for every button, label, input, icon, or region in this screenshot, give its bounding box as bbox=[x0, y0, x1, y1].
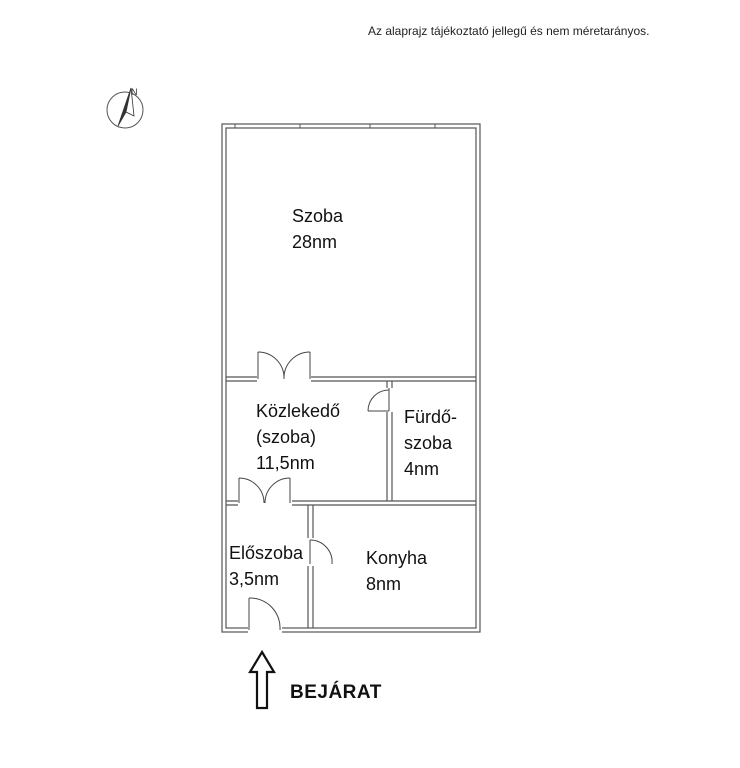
double-door-szoba bbox=[257, 352, 311, 385]
door-konyha bbox=[304, 538, 332, 566]
room-furdo-line1: Fürdő- bbox=[404, 407, 458, 427]
room-furdo-line2: szoba bbox=[404, 433, 453, 453]
room-szoba bbox=[292, 203, 343, 255]
room-kozlekedo-line2: (szoba) bbox=[256, 427, 317, 447]
entrance-arrow-icon bbox=[250, 652, 274, 708]
room-furdo-area: 4nm bbox=[404, 459, 440, 479]
room-szoba-name: Szoba bbox=[292, 206, 344, 226]
room-kozlekedo-line1: Közlekedő bbox=[256, 401, 341, 421]
entrance-label: BEJÁRAT bbox=[290, 682, 382, 703]
room-szoba-area: 28nm bbox=[292, 232, 338, 252]
room-konyha bbox=[366, 545, 427, 597]
room-konyha-area: 8nm bbox=[366, 574, 402, 594]
door-entrance bbox=[248, 598, 282, 636]
disclaimer-text: Az alaprajz tájékoztató jellegű és nem méretarányos. bbox=[368, 24, 650, 38]
door-furdoszoba bbox=[368, 388, 397, 412]
room-kozlekedo bbox=[256, 398, 340, 476]
room-eloszoba-area: 3,5nm bbox=[229, 569, 280, 589]
room-konyha-name: Konyha bbox=[366, 548, 428, 568]
room-eloszoba bbox=[229, 540, 303, 592]
double-door-kozlekedo bbox=[238, 478, 292, 509]
room-eloszoba-name: Előszoba bbox=[229, 543, 304, 563]
room-furdo bbox=[404, 404, 457, 482]
compass-icon bbox=[107, 87, 143, 128]
compass-north-label: N bbox=[131, 87, 138, 97]
room-kozlekedo-area: 11,5nm bbox=[256, 453, 315, 473]
